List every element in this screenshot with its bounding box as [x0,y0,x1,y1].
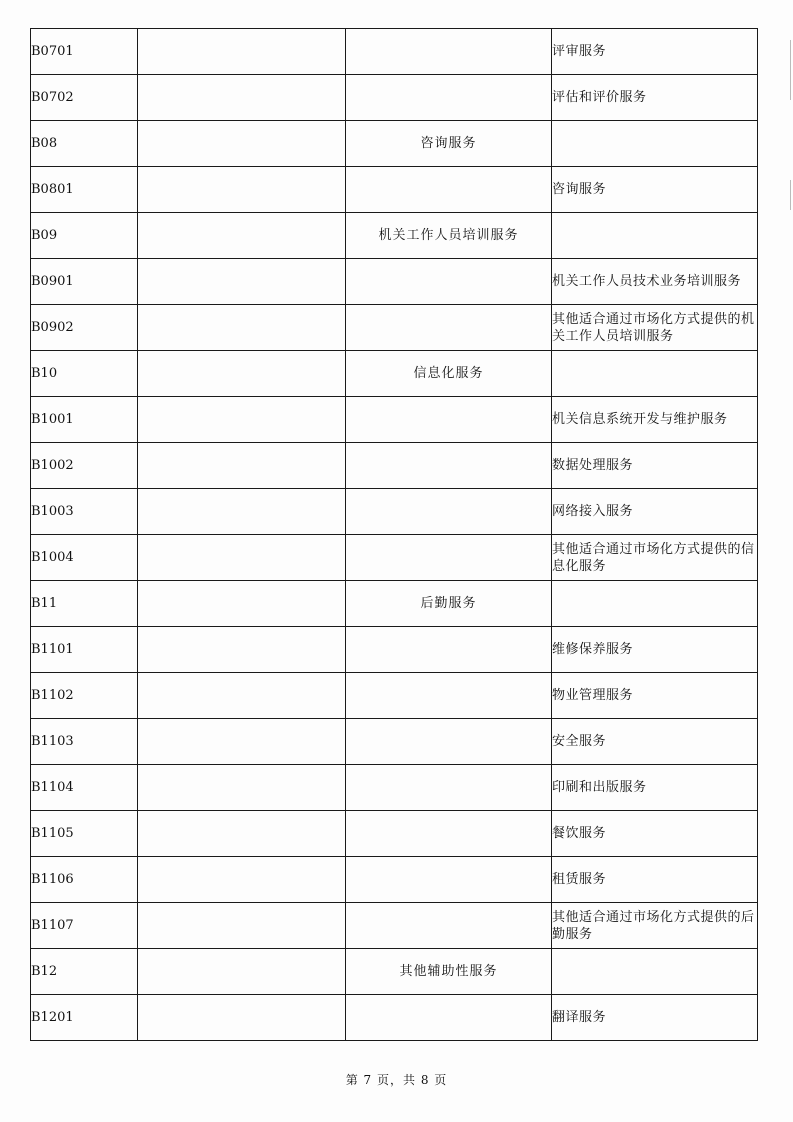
empty-cell [138,305,346,351]
empty-cell [552,581,758,627]
category-code-cell: B08 [31,121,138,167]
empty-cell [346,903,552,949]
empty-cell [138,397,346,443]
empty-cell [346,811,552,857]
category-name-cell: 信息化服务 [346,351,552,397]
item-name-cell: 机关信息系统开发与维护服务 [552,397,758,443]
item-name-cell: 其他适合通过市场化方式提供的机关工作人员培训服务 [552,305,758,351]
item-row [31,765,758,811]
item-row [31,397,758,443]
empty-cell [138,489,346,535]
item-name-cell: 评估和评价服务 [552,75,758,121]
item-code-cell: B1101 [31,627,138,673]
item-code-cell: B1002 [31,443,138,489]
scan-edge-mark [790,40,791,100]
category-code-cell: B12 [31,949,138,995]
category-row [31,121,758,167]
empty-cell [552,949,758,995]
item-name-cell: 翻译服务 [552,995,758,1041]
item-row [31,75,758,121]
item-row [31,489,758,535]
empty-cell [346,397,552,443]
empty-cell [138,903,346,949]
category-name-cell: 机关工作人员培训服务 [346,213,552,259]
item-code-cell: B1201 [31,995,138,1041]
item-row [31,811,758,857]
item-code-cell: B1102 [31,673,138,719]
item-name-cell: 评审服务 [552,29,758,75]
item-name-cell: 机关工作人员技术业务培训服务 [552,259,758,305]
item-row [31,167,758,213]
empty-cell [138,765,346,811]
item-row [31,857,758,903]
category-name-cell: 其他辅助性服务 [346,949,552,995]
empty-cell [552,213,758,259]
item-row [31,535,758,581]
empty-cell [346,765,552,811]
empty-cell [346,75,552,121]
empty-cell [138,949,346,995]
category-name-cell: 后勤服务 [346,581,552,627]
empty-cell [346,29,552,75]
empty-cell [138,719,346,765]
item-name-cell: 餐饮服务 [552,811,758,857]
empty-cell [552,351,758,397]
empty-cell [138,351,346,397]
empty-cell [138,811,346,857]
item-code-cell: B0901 [31,259,138,305]
item-name-cell: 印刷和出版服务 [552,765,758,811]
empty-cell [138,75,346,121]
item-row [31,719,758,765]
item-code-cell: B0902 [31,305,138,351]
empty-cell [346,167,552,213]
item-code-cell: B1003 [31,489,138,535]
empty-cell [138,213,346,259]
category-row [31,213,758,259]
empty-cell [138,535,346,581]
item-code-cell: B1104 [31,765,138,811]
empty-cell [138,259,346,305]
category-code-cell: B11 [31,581,138,627]
item-code-cell: B1004 [31,535,138,581]
item-name-cell: 其他适合通过市场化方式提供的信息化服务 [552,535,758,581]
scan-edge-mark [790,180,791,210]
item-row [31,443,758,489]
empty-cell [346,995,552,1041]
empty-cell [346,535,552,581]
item-code-cell: B1103 [31,719,138,765]
item-row [31,903,758,949]
item-name-cell: 维修保养服务 [552,627,758,673]
item-row [31,995,758,1041]
item-code-cell: B0801 [31,167,138,213]
empty-cell [138,995,346,1041]
item-code-cell: B1001 [31,397,138,443]
empty-cell [138,167,346,213]
item-row [31,259,758,305]
item-code-cell: B1106 [31,857,138,903]
item-name-cell: 租赁服务 [552,857,758,903]
empty-cell [138,857,346,903]
empty-cell [138,627,346,673]
empty-cell [346,719,552,765]
category-row [31,949,758,995]
empty-cell [346,857,552,903]
item-name-cell: 物业管理服务 [552,673,758,719]
item-name-cell: 咨询服务 [552,167,758,213]
item-code-cell: B0701 [31,29,138,75]
category-code-cell: B09 [31,213,138,259]
item-row [31,305,758,351]
empty-cell [346,305,552,351]
item-code-cell: B0702 [31,75,138,121]
category-row [31,351,758,397]
empty-cell [138,581,346,627]
item-name-cell: 其他适合通过市场化方式提供的后勤服务 [552,903,758,949]
empty-cell [346,489,552,535]
page-footer: 第 7 页，共 8 页 [345,1073,448,1087]
item-row [31,627,758,673]
item-row [31,673,758,719]
item-code-cell: B1105 [31,811,138,857]
catalog-table-body [31,29,758,1041]
item-name-cell: 安全服务 [552,719,758,765]
category-name-cell: 咨询服务 [346,121,552,167]
empty-cell [138,673,346,719]
empty-cell [138,29,346,75]
empty-cell [346,443,552,489]
service-catalog-table [30,28,758,1041]
item-name-cell: 网络接入服务 [552,489,758,535]
category-code-cell: B10 [31,351,138,397]
item-row [31,29,758,75]
empty-cell [552,121,758,167]
empty-cell [346,627,552,673]
category-row [31,581,758,627]
empty-cell [346,673,552,719]
empty-cell [138,443,346,489]
item-code-cell: B1107 [31,903,138,949]
item-name-cell: 数据处理服务 [552,443,758,489]
empty-cell [138,121,346,167]
empty-cell [346,259,552,305]
